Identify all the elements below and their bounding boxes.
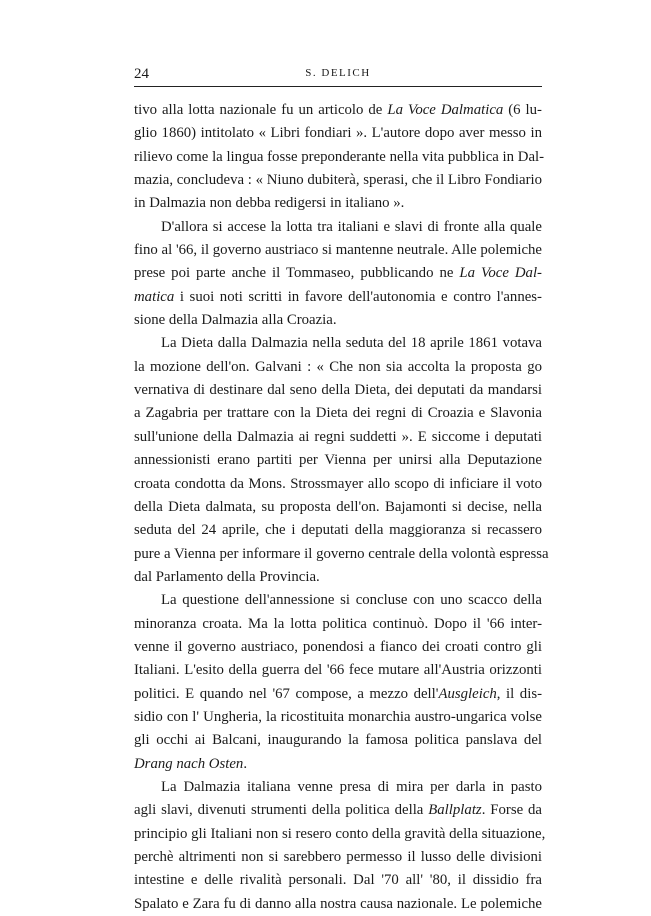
text-line: matica i suoi noti scritti in favore dell'autonomia e contro l'annes-	[134, 288, 542, 305]
text-line: La Dieta dalla Dalmazia nella seduta del 18 aprile 1861 votava	[161, 335, 542, 352]
text-line: agli slavi, divenuti strumenti della politica della Ballplatz. Forse da	[134, 802, 542, 819]
header-rule	[134, 86, 542, 87]
page-number: 24	[134, 66, 149, 82]
text-line: sull'unione della Dalmazia ai regni suddetti ». E siccome i deputati	[134, 428, 542, 445]
running-head	[134, 66, 542, 84]
text-line: perchè altrimenti non si sarebbero permesso il lusso delle divisioni	[134, 849, 542, 865]
text-line: sione della Dalmazia alla Croazia.	[134, 312, 337, 329]
text-line: la mozione dell'on. Galvani : « Che non sia accolta la proposta go	[134, 358, 542, 375]
text-line: vernativa di destinare dal seno della Dieta, dei deputati da mandarsi	[134, 382, 542, 399]
text-line: Italiani. L'esito della guerra del '66 fece mutare all'Austria orizzonti	[134, 662, 542, 679]
text-line: principio gli Italiani non si resero conto della gravità della situazione,	[134, 825, 546, 842]
text-line: pure a Vienna per informare il governo centrale della volontà espressa	[134, 545, 549, 562]
body-text	[134, 99, 549, 916]
text-line: glio 1860) intitolato « Libri fondiari ». L'autore dopo aver messo in	[134, 125, 542, 142]
text-line: sidio con l' Ungheria, la ricostituita monarchia austro-ungarica volse	[134, 708, 542, 725]
text-line: Drang nach Osten.	[134, 755, 248, 772]
text-line: La questione dell'annessione si concluse con uno scacco della	[161, 592, 542, 609]
running-head-author: S. DELICH	[305, 67, 371, 79]
text-line: croata condotta da Mons. Strossmayer allo scopo di inficiare il voto	[134, 475, 542, 492]
text-line: intestine e delle rivalità personali. Dal '70 all' '80, il dissidio fra	[134, 872, 542, 889]
text-line: annessionisti erano partiti per Vienna per unirsi alla Deputazione	[134, 452, 542, 469]
text-line: venne il governo austriaco, ponendosi a fianco dei croati contro gli	[134, 638, 542, 655]
text-line: della Dieta dalmata, su proposta dell'on. Bajamonti si decise, nella	[134, 498, 542, 515]
text-line: seduta del 24 aprile, che i deputati della maggioranza si recassero	[134, 522, 542, 539]
text-line: dal Parlamento della Provincia.	[134, 568, 320, 585]
text-line: tivo alla lotta nazionale fu un articolo de La Voce Dalmatica (6 lu-	[134, 102, 542, 118]
text-line: in Dalmazia non debba redigersi in italiano ».	[134, 195, 405, 212]
text-line: Spalato e Zara fu di danno alla nostra causa nazionale. Le polemiche	[134, 895, 542, 912]
text-line: prese poi parte anche il Tommaseo, pubblicando ne La Voce Dal-	[134, 265, 542, 282]
text-line: rilievo come la lingua fosse preponderante nella vita pubblica in Dal-	[134, 148, 545, 165]
text-line: gli occhi ai Balcani, inaugurando la famosa politica panslava del	[134, 732, 542, 749]
text-line: minoranza croata. Ma la lotta politica continuò. Dopo il '66 inter-	[134, 615, 542, 632]
text-line: fino al '66, il governo austriaco si mantenne neutrale. Alle polemiche	[134, 242, 542, 259]
text-line: mazia, concludeva : « Niuno dubiterà, sperasi, che il Libro Fondiario	[134, 172, 543, 189]
text-line: D'allora si accese la lotta tra italiani e slavi di fronte alla quale	[161, 218, 542, 235]
text-line: politici. E quando nel '67 compose, a mezzo dell'Ausgleich, il dis-	[134, 685, 542, 702]
text-line: La Dalmazia italiana venne presa di mira per darla in pasto	[161, 778, 542, 795]
text-line: a Zagabria per trattare con la Dieta dei regni di Croazia e Slavonia	[134, 405, 542, 422]
